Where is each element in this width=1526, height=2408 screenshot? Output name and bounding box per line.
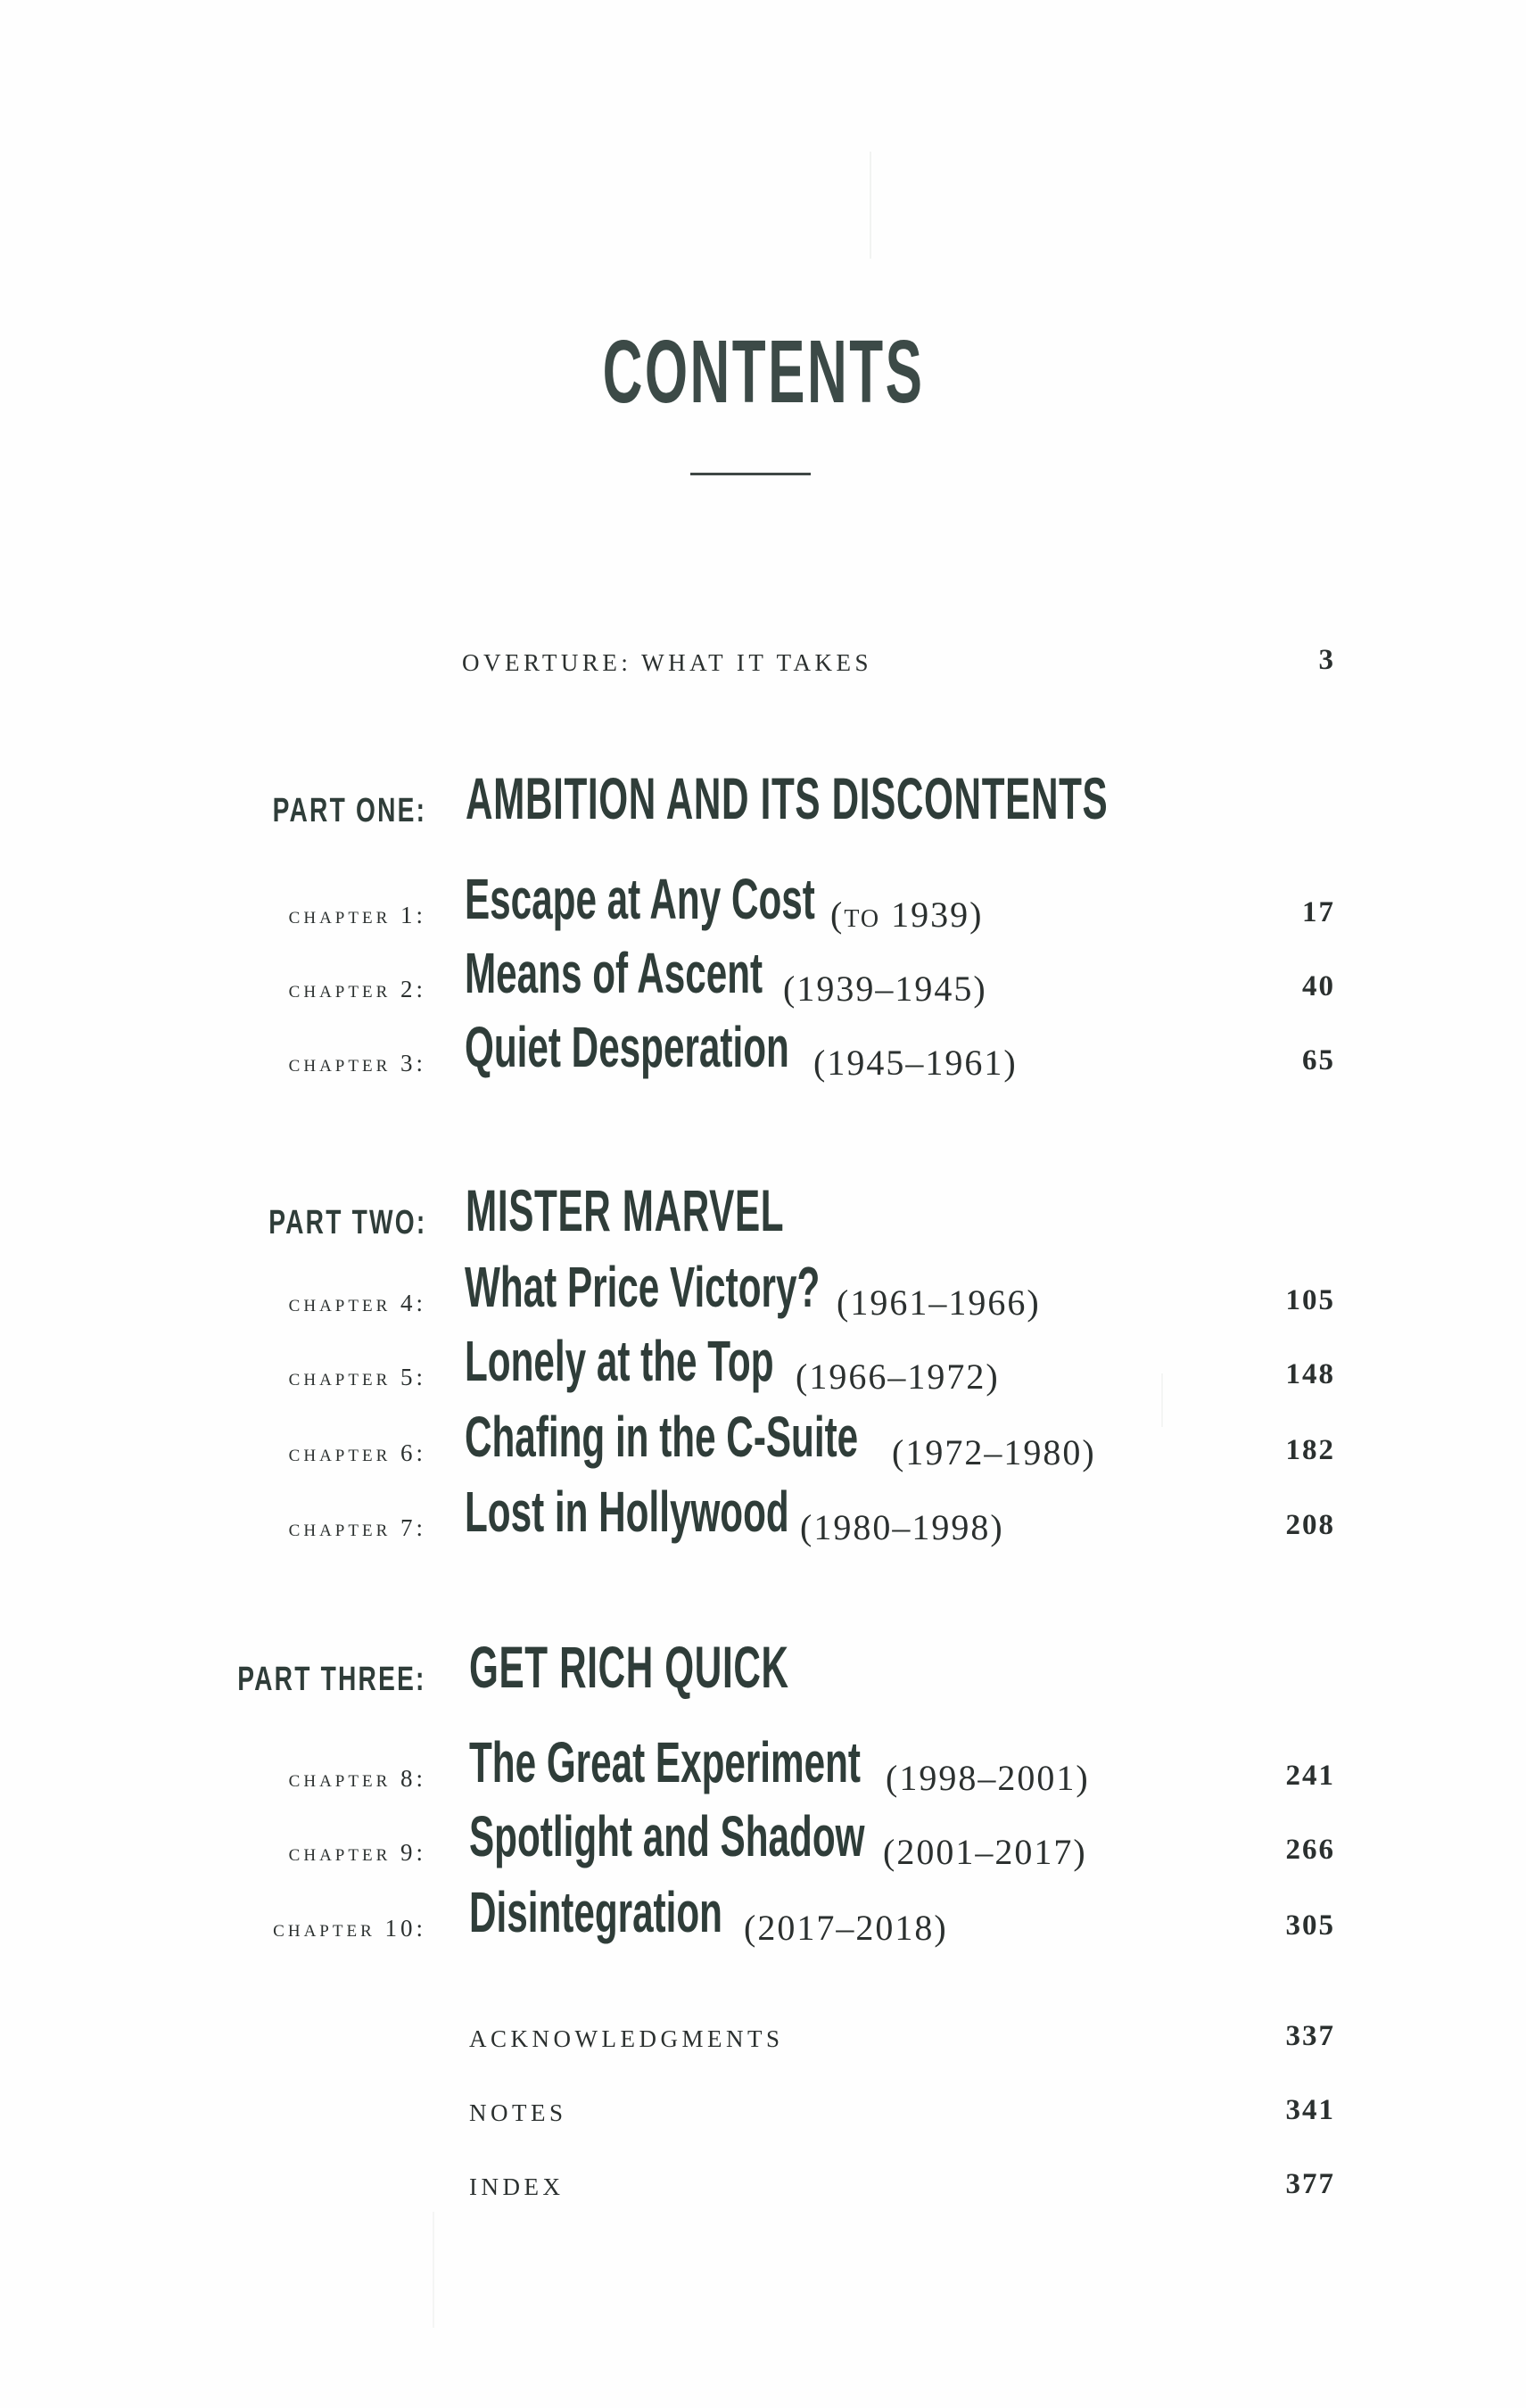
chapter-label: chapter 3:	[288, 1050, 426, 1076]
part-heading-3[interactable]	[0, 1625, 1526, 1700]
page-number: 40	[1302, 970, 1335, 1002]
chapter-title: Lonely at the Top	[465, 1329, 774, 1393]
entry-label: OVERTURE: WHAT IT TAKES	[462, 649, 872, 676]
chapter-title: Spotlight and Shadow	[469, 1804, 865, 1868]
toc-entry-chapter-9[interactable]	[0, 1794, 1526, 1872]
page-number: 65	[1302, 1044, 1335, 1076]
entry-label: INDEX	[469, 2173, 565, 2200]
toc-entry-chapter-8[interactable]	[0, 1719, 1526, 1798]
chapter-label: chapter 10:	[273, 1915, 426, 1942]
scan-mark	[433, 2212, 434, 2328]
scan-mark	[870, 152, 871, 259]
toc-entry-chapter-10[interactable]	[0, 1869, 1526, 1948]
page-number: 148	[1285, 1358, 1335, 1390]
chapter-label: chapter 9:	[288, 1839, 426, 1866]
page-number: 377	[1285, 2168, 1335, 2200]
toc-entry-chapter-6[interactable]	[0, 1394, 1526, 1472]
chapter-title: Means of Ascent	[465, 941, 763, 1005]
chapter-dates: (1966–1972)	[796, 1357, 1000, 1397]
page-number: 208	[1285, 1509, 1335, 1541]
page-number: 182	[1285, 1434, 1335, 1466]
title-divider	[690, 473, 811, 475]
chapter-dates: (to 1939)	[830, 895, 984, 935]
chapter-label: chapter 7:	[288, 1514, 426, 1541]
chapter-dates: (1939–1945)	[783, 969, 987, 1009]
chapter-title: Escape at Any Cost	[465, 867, 815, 931]
part-label: PART TWO:	[268, 1204, 426, 1241]
toc-entry-chapter-3[interactable]	[0, 1004, 1526, 1083]
part-title: AMBITION AND ITS DISCONTENTS	[466, 765, 1109, 831]
page-title-text: CONTENTS	[602, 322, 924, 422]
chapter-title: Disintegration	[469, 1880, 722, 1944]
page-number: 105	[1285, 1284, 1335, 1316]
chapter-label: chapter 1:	[288, 902, 426, 928]
chapter-dates: (2017–2018)	[744, 1908, 948, 1948]
chapter-label: chapter 2:	[288, 976, 426, 1002]
page-number: 305	[1285, 1909, 1335, 1942]
page-number: 266	[1285, 1834, 1335, 1866]
chapter-title: What Price Victory?	[465, 1255, 821, 1319]
chapter-label: chapter 4:	[288, 1290, 426, 1316]
entry-label: ACKNOWLEDGMENTS	[469, 2025, 784, 2052]
page-number: 3	[1318, 644, 1335, 676]
toc-entry-chapter-7[interactable]	[0, 1469, 1526, 1547]
toc-entry-chapter-5[interactable]	[0, 1318, 1526, 1397]
chapter-title: Lost in Hollywood	[465, 1480, 789, 1544]
part-label: PART ONE:	[272, 792, 426, 829]
part-title: GET RICH QUICK	[469, 1634, 789, 1700]
part-heading-1[interactable]	[0, 756, 1526, 831]
toc-entry-overture[interactable]	[0, 604, 1526, 675]
chapter-label: chapter 6:	[288, 1439, 426, 1466]
chapter-label: chapter 8:	[288, 1765, 426, 1792]
chapter-title: Chafing in the C-Suite	[465, 1405, 859, 1469]
toc-entry-chapter-4[interactable]	[0, 1244, 1526, 1323]
chapter-title: Quiet Desperation	[465, 1015, 789, 1079]
entry-label: NOTES	[469, 2099, 567, 2126]
chapter-dates: (1998–2001)	[886, 1758, 1090, 1798]
page-number: 341	[1285, 2094, 1335, 2126]
page-number: 17	[1302, 896, 1335, 928]
chapter-title: The Great Experiment	[469, 1730, 861, 1794]
chapter-dates: (1972–1980)	[892, 1432, 1096, 1472]
chapter-dates: (1961–1966)	[837, 1282, 1041, 1323]
chapter-dates: (2001–2017)	[883, 1832, 1087, 1872]
page-title	[0, 323, 1526, 421]
part-label: PART THREE:	[237, 1661, 426, 1698]
chapter-dates: (1980–1998)	[800, 1507, 1004, 1547]
toc-entry-acknowledgments[interactable]	[0, 1980, 1526, 2051]
chapter-label: chapter 5:	[288, 1364, 426, 1390]
part-heading-2[interactable]	[0, 1168, 1526, 1243]
toc-entry-chapter-2[interactable]	[0, 930, 1526, 1009]
page-number: 337	[1285, 2020, 1335, 2052]
part-title: MISTER MARVEL	[466, 1177, 785, 1243]
toc-entry-chapter-1[interactable]	[0, 856, 1526, 935]
chapter-dates: (1945–1961)	[813, 1043, 1018, 1083]
toc-entry-index[interactable]	[0, 2128, 1526, 2199]
page-number: 241	[1285, 1760, 1335, 1792]
toc-entry-notes[interactable]	[0, 2054, 1526, 2125]
